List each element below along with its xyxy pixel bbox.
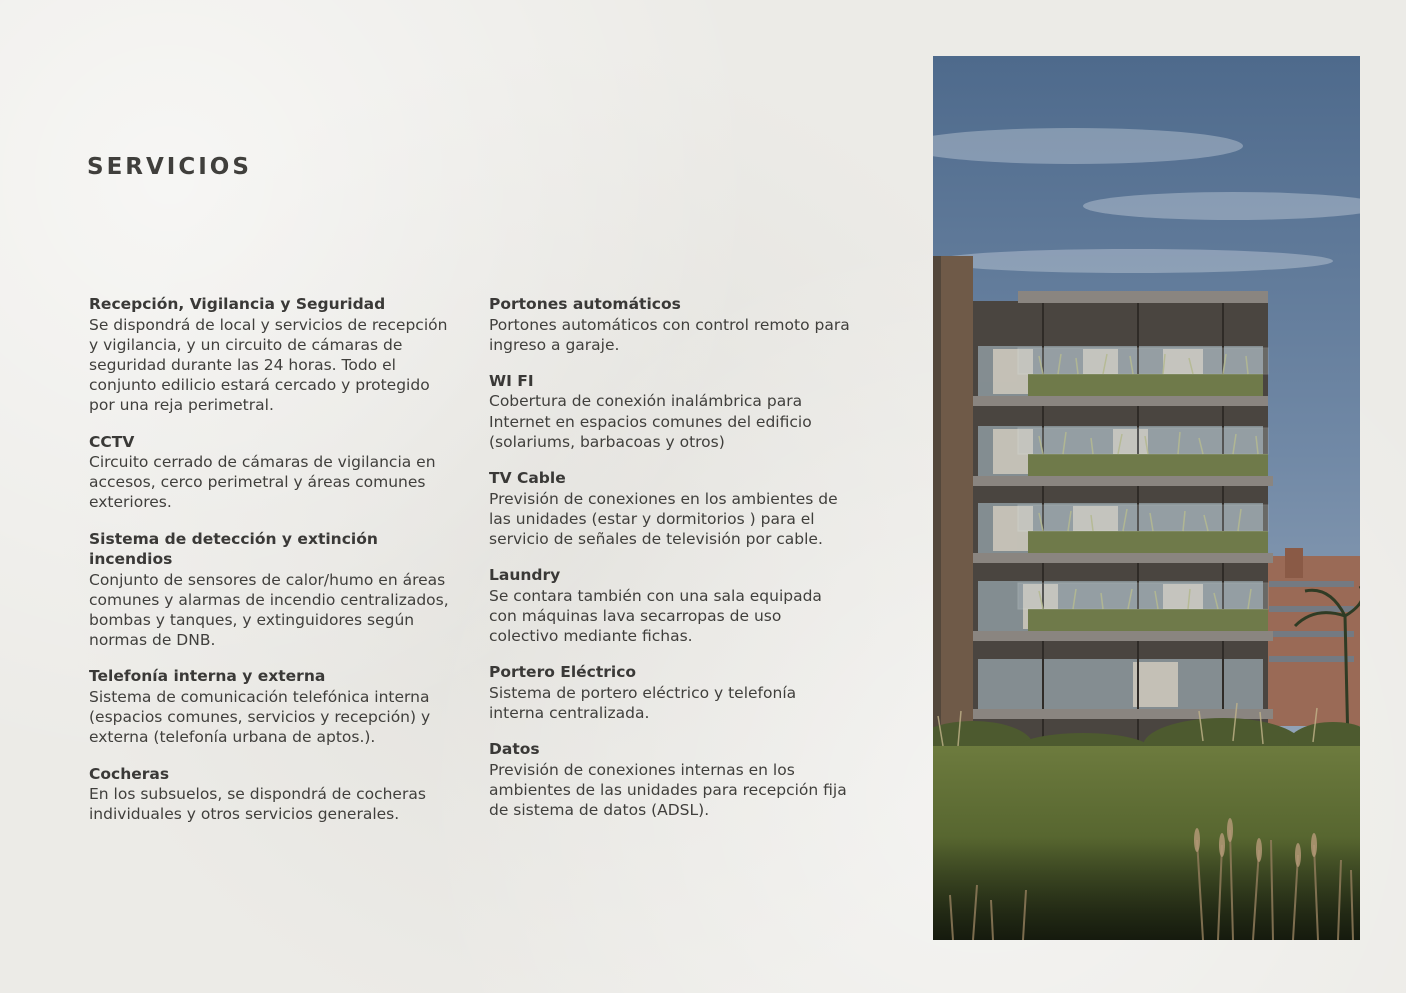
- service-title: TV Cable: [489, 469, 566, 488]
- service-title: CCTV: [89, 432, 135, 451]
- service-item-datos: [489, 739, 851, 820]
- service-description: Sistema de comunicación telefónica interna (espacios comunes, servicios y recepción) y externa (telefonía urbana de aptos.).: [89, 687, 431, 747]
- service-item-incendios: [89, 529, 451, 651]
- service-title: Laundry: [489, 566, 561, 585]
- service-title: Portones automáticos: [489, 295, 681, 313]
- service-title: Portero Eléctrico: [489, 663, 637, 682]
- service-description: Se contara también con una sala equipada con máquinas lava secarropas de uso colectivo mediante fichas.: [489, 586, 822, 646]
- service-title: Telefonía interna y externa: [89, 667, 326, 686]
- service-title: Datos: [489, 740, 540, 759]
- service-title: WI FI: [489, 371, 534, 390]
- page-title: SERVICIOS: [87, 154, 252, 180]
- service-description: Sistema de portero eléctrico y telefonía interna centralizada.: [489, 683, 797, 722]
- service-title: Cocheras: [89, 764, 170, 783]
- service-item-cocheras: [89, 764, 451, 825]
- service-description: Previsión de conexiones internas en los ambientes de las unidades para recepción fija de sistema de datos (ADSL).: [489, 760, 847, 820]
- service-description: Se dispondrá de local y servicios de recepción y vigilancia, y un circuito de cámaras de seguridad durante las 24 horas. Todo el conjunto edilicio estará cercado y protegido por una reja perimetral.: [89, 315, 448, 415]
- service-item-portones: [489, 294, 851, 355]
- service-item-portero: [489, 662, 851, 723]
- service-item-cctv: [89, 432, 451, 513]
- building-photo: [933, 56, 1360, 940]
- service-description: En los subsuelos, se dispondrá de cocheras individuales y otros servicios generales.: [89, 785, 426, 824]
- service-item-tv-cable: [489, 468, 851, 549]
- main-building: [933, 256, 1273, 746]
- services-column-left: [89, 294, 451, 840]
- service-description: Portones automáticos con control remoto para ingreso a garaje.: [489, 315, 850, 354]
- service-description: Conjunto de sensores de calor/humo en áreas comunes y alarmas de incendio centralizados, bombas y tanques, y extinguidores según normas de DNB.: [89, 570, 449, 650]
- service-title: Sistema de detección y extinción incendios: [89, 529, 378, 569]
- service-description: Previsión de conexiones en los ambientes de las unidades (estar y dormitorios ) para el servicio de señales de televisión por cable.: [489, 489, 838, 548]
- services-column-right: [489, 294, 851, 836]
- service-item-telefonia: [89, 666, 451, 747]
- service-item-recepcion: [89, 294, 451, 416]
- service-item-wifi: [489, 371, 851, 452]
- service-description: Circuito cerrado de cámaras de vigilancia en accesos, cerco perimetral y áreas comunes exteriores.: [89, 453, 436, 512]
- service-description: Cobertura de conexión inalámbrica para Internet en espacios comunes del edificio (solariums, barbacoas y otros): [489, 392, 812, 451]
- service-title: Recepción, Vigilancia y Seguridad: [89, 295, 386, 313]
- service-item-laundry: [489, 565, 851, 646]
